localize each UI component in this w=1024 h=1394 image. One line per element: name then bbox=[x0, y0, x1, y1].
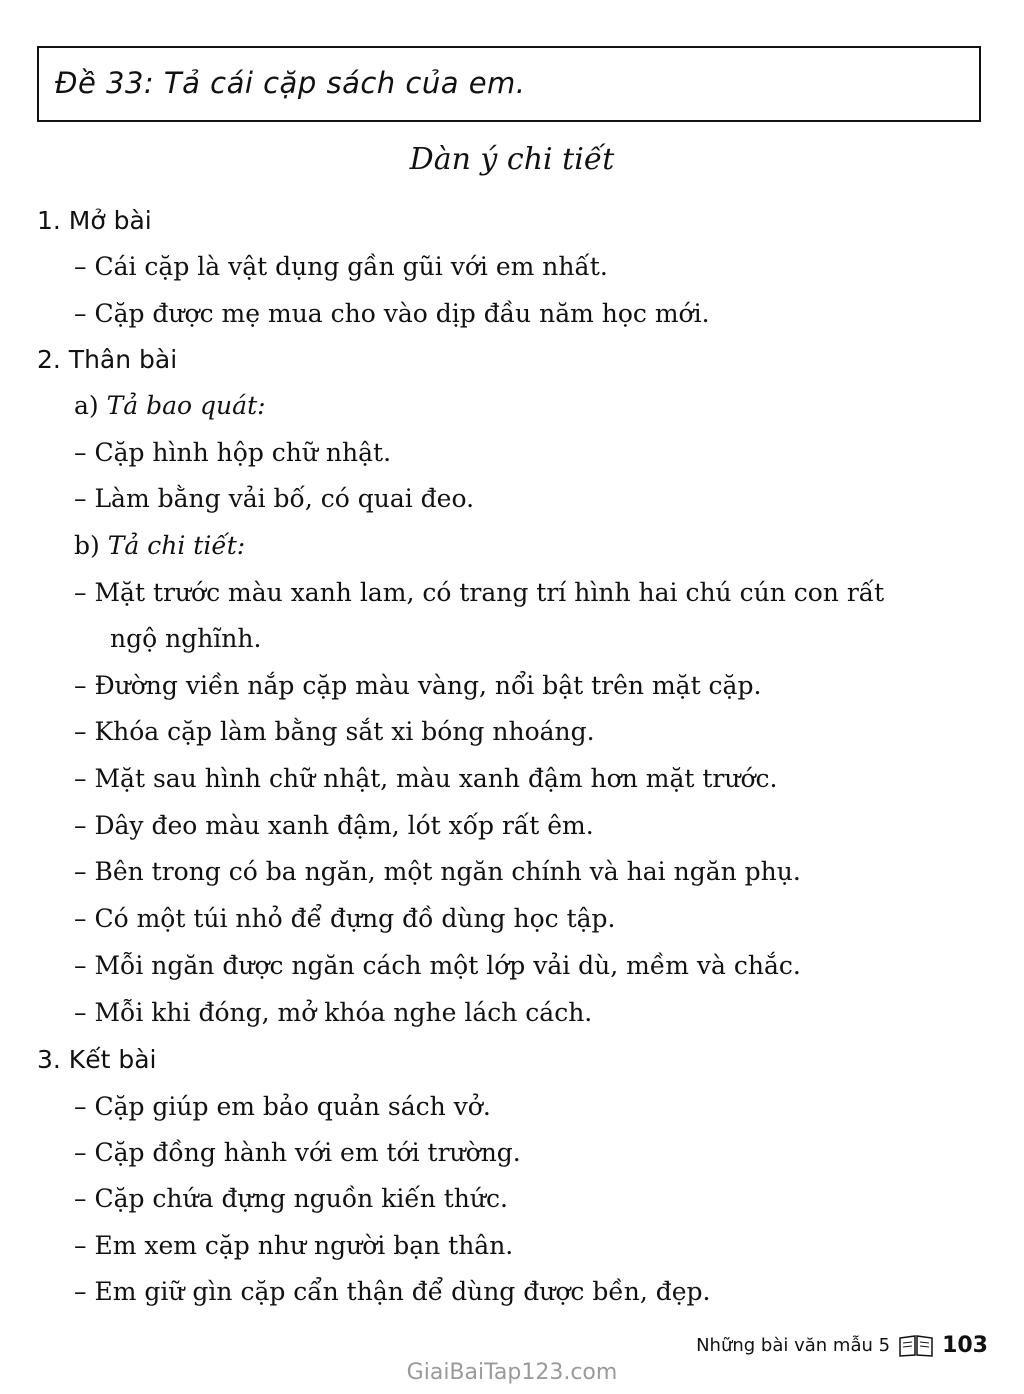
part-b-label: b) bbox=[74, 531, 100, 560]
list-item: – Cặp chứa đựng nguồn kiến thức. bbox=[74, 1184, 508, 1213]
list-item: – Em xem cặp như người bạn thân. bbox=[74, 1231, 514, 1260]
list-item: – Cặp giúp em bảo quản sách vở. bbox=[74, 1092, 491, 1121]
section-heading-intro: 1. Mở bài bbox=[37, 206, 152, 235]
list-item-continuation: ngộ nghĩnh. bbox=[110, 624, 262, 653]
list-item: – Cặp được mẹ mua cho vào dịp đầu năm học mới. bbox=[74, 299, 710, 328]
list-item: – Mỗi khi đóng, mở khóa nghe lách cách. bbox=[74, 998, 593, 1027]
watermark: GiaiBaiTap123.com bbox=[406, 1360, 618, 1385]
part-a-title: Tả bao quát: bbox=[106, 391, 266, 420]
topic-box bbox=[37, 46, 981, 122]
list-item: – Dây đeo màu xanh đậm, lót xốp rất êm. bbox=[74, 811, 594, 840]
page-number: 103 bbox=[942, 1333, 988, 1358]
list-item: – Mỗi ngăn được ngăn cách một lớp vải dù, mềm và chắc. bbox=[74, 951, 801, 980]
outline-heading: Dàn ý chi tiết bbox=[409, 142, 615, 177]
section-heading-body: 2. Thân bài bbox=[37, 345, 178, 374]
page-footer bbox=[696, 1333, 988, 1358]
list-item: – Có một túi nhỏ để đựng đồ dùng học tập. bbox=[74, 904, 616, 933]
part-a-label: a) bbox=[74, 391, 99, 420]
list-item: – Đường viền nắp cặp màu vàng, nổi bật trên mặt cặp. bbox=[74, 671, 762, 700]
list-item: – Khóa cặp làm bằng sắt xi bóng nhoáng. bbox=[74, 717, 595, 746]
section-heading-conclusion: 3. Kết bài bbox=[37, 1045, 157, 1074]
list-item: – Làm bằng vải bố, có quai đeo. bbox=[74, 484, 475, 513]
list-item: – Mặt trước màu xanh lam, có trang trí hình hai chú cún con rất bbox=[74, 578, 885, 607]
book-title: Những bài văn mẫu 5 bbox=[696, 1335, 891, 1356]
book-icon bbox=[898, 1334, 934, 1358]
subheading-part-b bbox=[74, 531, 245, 560]
subheading-part-a bbox=[74, 391, 266, 420]
part-b-title: Tả chi tiết: bbox=[107, 531, 246, 560]
list-item: – Em giữ gìn cặp cẩn thận để dùng được bền, đẹp. bbox=[74, 1277, 711, 1306]
list-item: – Bên trong có ba ngăn, một ngăn chính và hai ngăn phụ. bbox=[74, 857, 801, 886]
list-item: – Mặt sau hình chữ nhật, màu xanh đậm hơn mặt trước. bbox=[74, 764, 778, 793]
list-item: – Cái cặp là vật dụng gần gũi với em nhất. bbox=[74, 252, 608, 281]
list-item: – Cặp hình hộp chữ nhật. bbox=[74, 438, 392, 467]
topic-title: Đề 33: Tả cái cặp sách của em. bbox=[55, 66, 526, 100]
list-item: – Cặp đồng hành với em tới trường. bbox=[74, 1138, 521, 1167]
